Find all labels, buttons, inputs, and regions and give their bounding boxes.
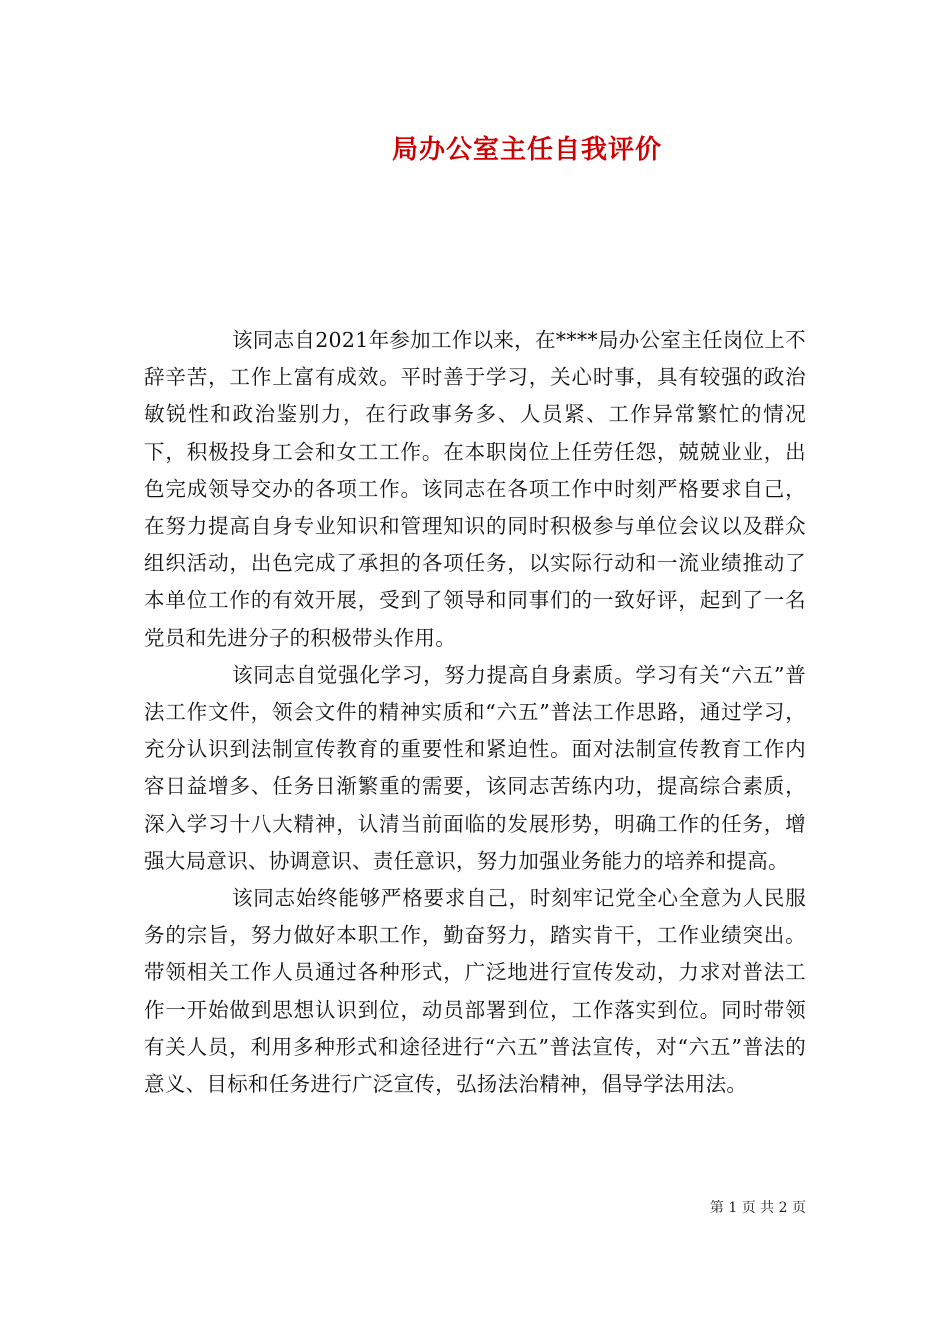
page-number: 第 1 页 共 2 页 [709, 1200, 806, 1216]
document-body [144, 322, 806, 1103]
paragraph-1: 该同志自2021年参加工作以来，在****局办公室主任岗位上不辞辛苦，工作上富有成效。平时善于学习，关心时事，具有较强的政治敏锐性和政治鉴别力，在行政事务多、人员紧、工作异常繁忙的情况下，积极投身工会和女工工作。在本职岗位上任劳任怨，兢兢业业，出色完成领导交办的各项工作。该同志在各项工作中时刻严格要求自己，在努力提高自身专业知识和管理知识的同时积极参与单位会议以及群众组织活动，出色完成了承担的各项任务，以实际行动和一流业绩推动了本单位工作的有效开展，受到了领导和同事们的一致好评，起到了一名党员和先进分子的积极带头作用。 [144, 328, 806, 650]
paragraph-2: 该同志自觉强化学习，努力提高自身素质。学习有关“六五”普法工作文件，领会文件的精神实质和“六五”普法工作思路，通过学习，充分认识到法制宣传教育的重要性和紧迫性。面对法制宣传教育工作内容日益增多、任务日渐繁重的需要，该同志苦练内功，提高综合素质，深入学习十八大精神，认清当前面临的发展形势，明确工作的任务，增强大局意识、协调意识、责任意识，努力加强业务能力的培养和提高。 [144, 662, 806, 873]
document-title: 局办公室主任自我评价 [391, 135, 662, 165]
paragraph-3: 该同志始终能够严格要求自己，时刻牢记党全心全意为人民服务的宗旨，努力做好本职工作，勤奋努力，踏实肯干，工作业绩突出。带领相关工作人员通过各种形式，广泛地进行宣传发动，力求对普法工作一开始做到思想认识到位，动员部署到位，工作落实到位。同时带领有关人员，利用多种形式和途径进行“六五”普法宣传，对“六五”普法的意义、目标和任务进行广泛宣传，弘扬法治精神，倡导学法用法。 [144, 886, 806, 1097]
